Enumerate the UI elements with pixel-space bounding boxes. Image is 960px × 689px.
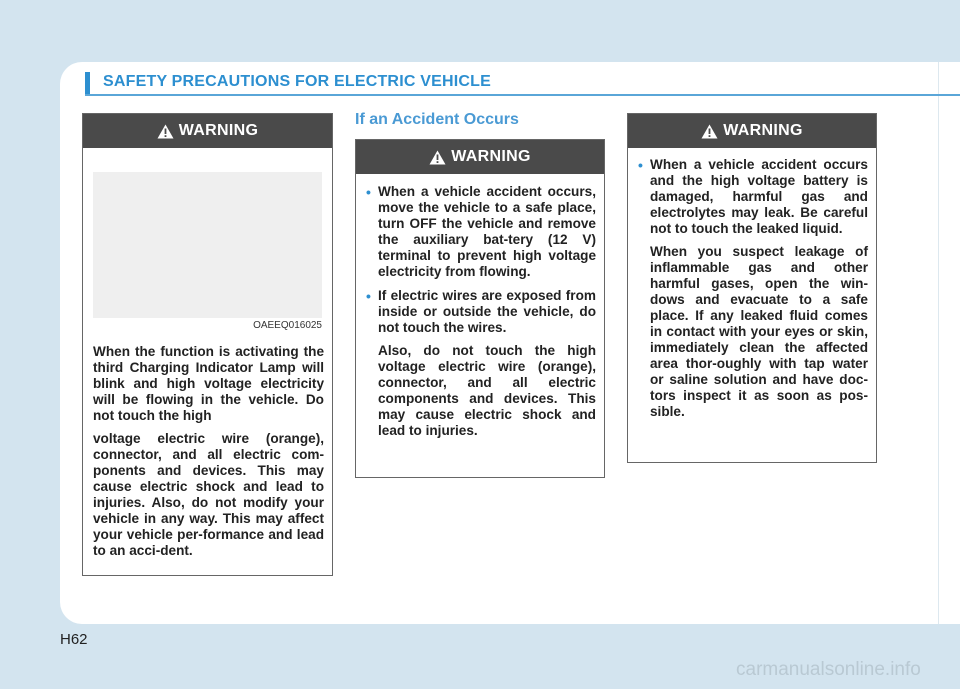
section-title: SAFETY PRECAUTIONS FOR ELECTRIC VEHICLE xyxy=(103,73,491,90)
warning-label: WARNING xyxy=(723,122,803,139)
bullet-text: If electric wires are exposed from inside or outside the vehicle, do not touch the wires. xyxy=(378,288,596,335)
right-warning-box xyxy=(627,113,877,463)
bullet-dot: • xyxy=(366,288,371,304)
figure-code: OAEEQ016025 xyxy=(253,320,322,331)
warning-paragraph: voltage electric wire (orange), connector, and all electric com-ponents and devices. This may cause electric shock and lead to injuries. Also, do not modify your vehicle in any way. This may affect your vehicle per-formance and lead to an acci-dent. xyxy=(93,431,324,558)
bullet-dot: • xyxy=(638,157,643,173)
page-number: H62 xyxy=(60,631,88,648)
warning-header xyxy=(628,114,876,148)
warning-triangle-icon xyxy=(701,124,718,139)
margin-rule xyxy=(938,62,939,624)
warning-header xyxy=(356,140,604,174)
warning-triangle-icon xyxy=(157,124,174,139)
warning-header xyxy=(83,114,332,148)
left-warning-box xyxy=(82,113,333,576)
bullet-continuation: When you suspect leakage of inflammable gas and other harmful gases, open the win-dows and evacuate to a safe place. If any leaked fluid comes in contact with your eyes or skin, immediately clean the affected area thor-oughly with tap water or saline solution and have doc-tors inspect it as soon as pos-sible. xyxy=(650,244,868,419)
bullet-continuation: Also, do not touch the high voltage electric wire (orange), connector, and all electric components and devices. This may cause electric shock and lead to injuries. xyxy=(378,343,596,438)
warning-label: WARNING xyxy=(451,148,531,165)
bullet-text: When a vehicle accident occurs, move the vehicle to a safe place, turn OFF the vehicle and remove the auxiliary bat-tery (12 V) terminal to prevent high voltage electricity from flowing. xyxy=(378,184,596,279)
warning-paragraph: When the function is activating the third Charging Indicator Lamp will blink and high voltage electricity will be flowing in the vehicle. Do not touch the high xyxy=(93,344,324,423)
title-accent-bar xyxy=(85,72,90,94)
bullet-dot: • xyxy=(366,184,371,200)
accident-heading: If an Accident Occurs xyxy=(355,111,519,128)
warning-label: WARNING xyxy=(178,122,259,139)
warning-body xyxy=(356,174,604,439)
warning-triangle-icon xyxy=(429,150,446,165)
bullet-item xyxy=(366,184,596,280)
middle-warning-box xyxy=(355,139,605,478)
warning-body xyxy=(628,148,876,420)
warning-body xyxy=(83,148,332,559)
bullet-item xyxy=(638,157,868,237)
watermark-text: carmanualsonline.info xyxy=(736,659,921,680)
title-underline xyxy=(85,94,960,96)
bullet-text: When a vehicle accident occurs and the high voltage battery is damaged, harmful gas and electrolytes may leak. Be careful not to touch the leaked liquid. xyxy=(650,157,868,236)
bullet-item xyxy=(366,288,596,336)
figure-placeholder xyxy=(93,172,322,331)
